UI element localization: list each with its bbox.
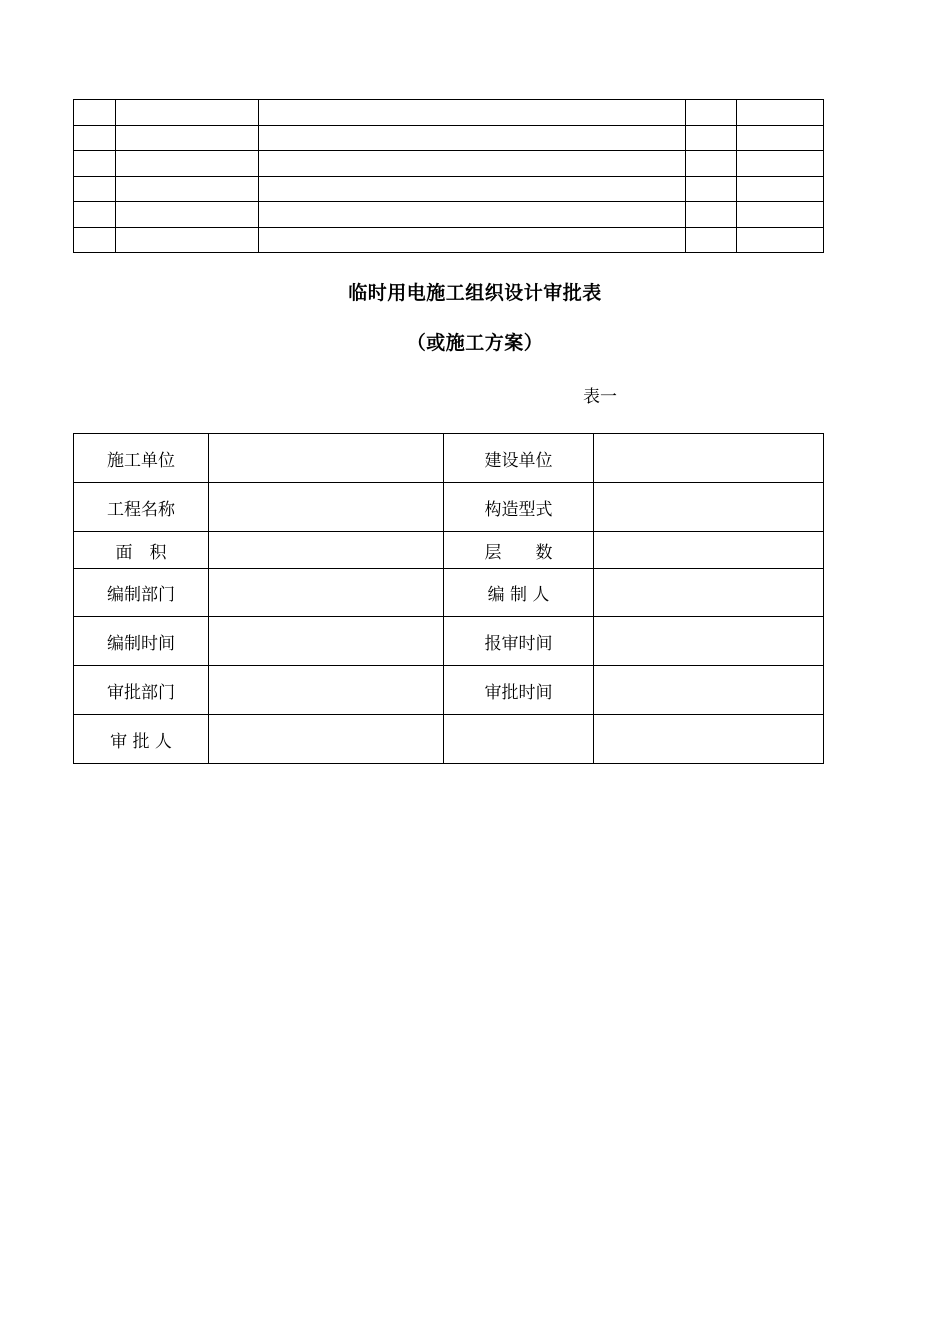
form-row <box>74 569 824 617</box>
field-value[interactable] <box>594 715 824 764</box>
field-value[interactable] <box>594 434 824 483</box>
table-number: 表一 <box>583 387 617 407</box>
table-cell <box>737 125 824 151</box>
table-cell <box>116 100 259 126</box>
field-label: 层 数 <box>444 532 594 569</box>
table-cell <box>74 176 116 202</box>
table-cell <box>259 151 686 177</box>
approval-form-table <box>73 433 824 764</box>
field-label: 编制部门 <box>74 569 209 617</box>
table-row <box>74 227 824 253</box>
form-row <box>74 715 824 764</box>
field-value[interactable] <box>209 666 444 715</box>
field-value[interactable] <box>209 617 444 666</box>
field-value[interactable] <box>594 569 824 617</box>
table-cell <box>259 202 686 228</box>
table-cell <box>259 125 686 151</box>
table-cell <box>737 227 824 253</box>
table-cell <box>737 151 824 177</box>
table-cell <box>686 227 737 253</box>
field-label <box>444 715 594 764</box>
table-cell <box>686 202 737 228</box>
table-cell <box>737 202 824 228</box>
continuation-table <box>73 99 824 253</box>
table-cell <box>74 100 116 126</box>
table-cell <box>259 227 686 253</box>
field-label: 审批部门 <box>74 666 209 715</box>
form-row <box>74 532 824 569</box>
field-label: 编 制 人 <box>444 569 594 617</box>
field-value[interactable] <box>209 569 444 617</box>
table-row <box>74 202 824 228</box>
field-label: 编制时间 <box>74 617 209 666</box>
field-label: 建设单位 <box>444 434 594 483</box>
table-row <box>74 100 824 126</box>
field-value[interactable] <box>594 532 824 569</box>
field-value[interactable] <box>209 434 444 483</box>
form-subtitle: （或施工方案） <box>406 332 544 354</box>
table-cell <box>116 151 259 177</box>
field-label: 审 批 人 <box>74 715 209 764</box>
table-cell <box>74 125 116 151</box>
table-cell <box>686 125 737 151</box>
table-row <box>74 125 824 151</box>
table-cell <box>74 151 116 177</box>
form-title: 临时用电施工组织设计审批表 <box>348 282 602 304</box>
field-value[interactable] <box>594 666 824 715</box>
table-cell <box>116 202 259 228</box>
table-cell <box>116 176 259 202</box>
field-label: 构造型式 <box>444 483 594 532</box>
table-cell <box>116 125 259 151</box>
field-label: 审批时间 <box>444 666 594 715</box>
table-cell <box>686 176 737 202</box>
form-row <box>74 434 824 483</box>
field-label: 工程名称 <box>74 483 209 532</box>
table-row <box>74 151 824 177</box>
form-row <box>74 617 824 666</box>
field-value[interactable] <box>209 532 444 569</box>
table-cell <box>116 227 259 253</box>
table-cell <box>737 176 824 202</box>
field-value[interactable] <box>594 617 824 666</box>
field-value[interactable] <box>209 483 444 532</box>
table-cell <box>74 227 116 253</box>
field-label: 报审时间 <box>444 617 594 666</box>
form-row <box>74 666 824 715</box>
field-label: 面 积 <box>74 532 209 569</box>
table-cell <box>259 100 686 126</box>
table-cell <box>686 100 737 126</box>
table-cell <box>737 100 824 126</box>
table-cell <box>259 176 686 202</box>
field-value[interactable] <box>594 483 824 532</box>
table-cell <box>686 151 737 177</box>
field-value[interactable] <box>209 715 444 764</box>
field-label: 施工单位 <box>74 434 209 483</box>
table-cell <box>74 202 116 228</box>
form-row <box>74 483 824 532</box>
table-row <box>74 176 824 202</box>
